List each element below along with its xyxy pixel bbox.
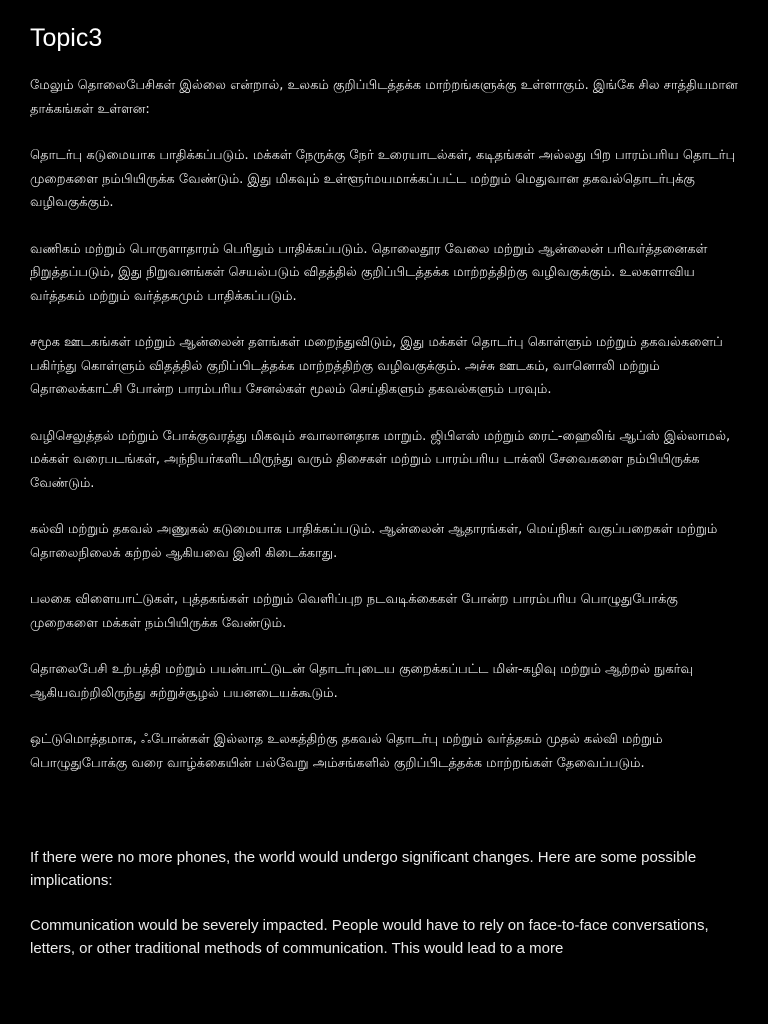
tamil-paragraph: சமூக ஊடகங்கள் மற்றும் ஆன்லைன் தளங்கள் மறைந்துவிடும், இது மக்கள் தொடர்பு கொள்ளும் மற்றும் தகவல்களைப் பகிர்ந்து கொள்ளும் விதத்தில் குறிப்பிடத்தக்க மாற்றத்திற்கு வழிவகுக்கும். அச்சு ஊடகம், வானொலி மற்றும் தொலைக்காட்சி போன்ற பாரம்பரிய சேனல்கள் மூலம் செய்திகளும் தகவல்களும் பரவும். <box>30 335 723 397</box>
tamil-paragraph: பலகை விளையாட்டுகள், புத்தகங்கள் மற்றும் வெளிப்புற நடவடிக்கைகள் போன்ற பாரம்பரிய பொழுதுபோக்கு முறைகளை மக்கள் நம்பியிருக்க வேண்டும். <box>30 592 678 631</box>
tamil-paragraph: வழிசெலுத்தல் மற்றும் போக்குவரத்து மிகவும் சவாலானதாக மாறும். ஜிபிஎஸ் மற்றும் ரைட்-ஹைலிங் ஆப்ஸ் இல்லாமல், மக்கள் வரைபடங்கள், அந்நியர்களிடமிருந்து வரும் திசைகள் மற்றும் பாரம்பரிய டாக்ஸி சேவைகளை நம்பியிருக்க வேண்டும். <box>30 428 731 491</box>
english-section <box>30 846 744 982</box>
document-page <box>30 0 744 957</box>
tamil-paragraph: கல்வி மற்றும் தகவல் அணுகல் கடுமையாக பாதிக்கப்படும். ஆன்லைன் ஆதாரங்கள், மெய்நிகர் வகுப்பறைகள் மற்றும் தொலைநிலைக் கற்றல் ஆகியவை இனி கிடைக்காது. <box>30 522 718 561</box>
tamil-paragraph: மேலும் தொலைபேசிகள் இல்லை என்றால், உலகம் குறிப்பிடத்தக்க மாற்றங்களுக்கு உள்ளாகும். இங்கே சில சாத்தியமான தாக்கங்கள் உள்ளன: <box>30 78 738 117</box>
tamil-paragraph: வணிகம் மற்றும் பொருளாதாரம் பெரிதும் பாதிக்கப்படும். தொலைதூர வேலை மற்றும் ஆன்லைன் பரிவர்த்தனைகள் நிறுத்தப்படும், இது நிறுவனங்கள் செயல்படும் விதத்தில் குறிப்பிடத்தக்க மாற்றத்திற்கு வழிவகுக்கும். உலகளாவிய வர்த்தகம் மற்றும் வர்த்தகமும் பாதிக்கப்படும். <box>30 241 708 304</box>
page-title: Topic3 <box>30 24 103 52</box>
tamil-paragraph: தொடர்பு கடுமையாக பாதிக்கப்படும். மக்கள் நேருக்கு நேர் உரையாடல்கள், கடிதங்கள் அல்லது பிற பாரம்பரிய தொடர்பு முறைகளை நம்பியிருக்க வேண்டும். இது மிகவும் உள்ளூர்மயமாக்கப்பட்ட மற்றும் மெதுவான தகவல்தொடர்புக்கு வழிவகுக்கும். <box>30 148 736 210</box>
tamil-paragraph: தொலைபேசி உற்பத்தி மற்றும் பயன்பாட்டுடன் தொடர்புடைய குறைக்கப்பட்ட மின்-கழிவு மற்றும் ஆற்றல் நுகர்வு ஆகியவற்றிலிருந்து சுற்றுச்சூழல் பயனடையக்கூடும். <box>30 662 693 701</box>
tamil-section <box>30 74 744 775</box>
tamil-paragraph: ஒட்டுமொத்தமாக, ஃபோன்கள் இல்லாத உலகத்திற்கு தகவல் தொடர்பு மற்றும் வர்த்தகம் முதல் கல்வி மற்றும் பொழுதுபோக்கு வரை வாழ்க்கையின் பல்வேறு அம்சங்களில் குறிப்பிடத்தக்க மாற்றங்கள் தேவைப்படும். <box>30 732 663 771</box>
english-paragraph: If there were no more phones, the world would undergo significant changes. Here are some possible implications: <box>30 849 697 889</box>
english-paragraph: Communication would be severely impacted. People would have to rely on face-to-face conversations, letters, or other traditional methods of communication. This would lead to a more <box>30 917 709 957</box>
